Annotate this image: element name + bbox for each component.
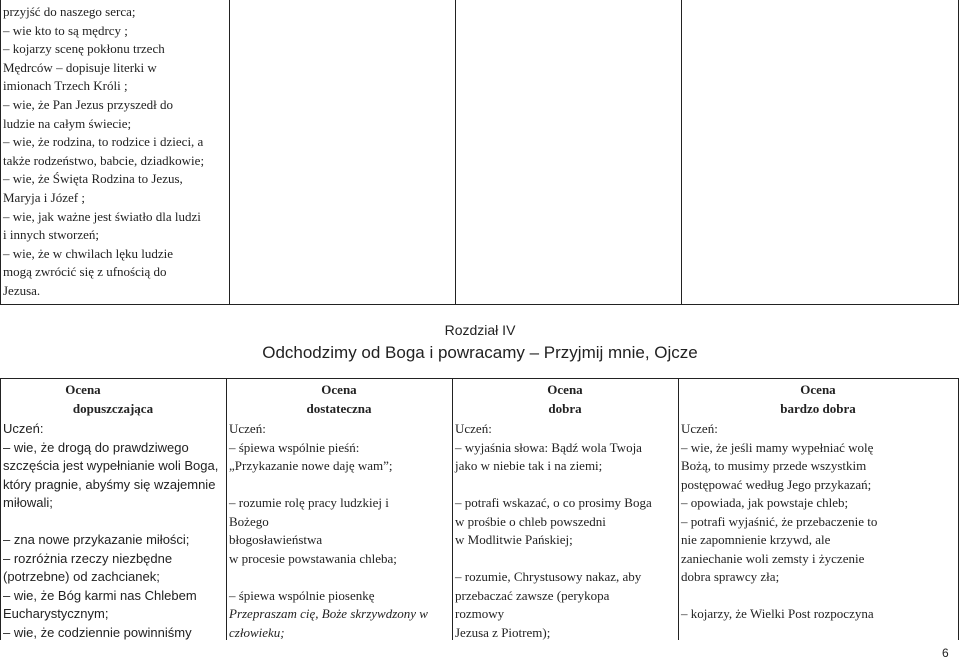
grade-cell-line: – wyjaśnia słowa: Bądź wola Twoja	[455, 439, 642, 455]
grade-cell-line: błogosławieństwa	[229, 532, 323, 547]
chapter-label: Rozdział IV	[444, 322, 516, 338]
grade-cell-line: – wie, że jeśli mamy wypełniać wolę	[681, 439, 874, 455]
grade-cell-line: szczęścia jest wypełnianie woli Boga,	[3, 458, 219, 473]
grade-table-border-top	[0, 378, 959, 379]
top-table-line: przyjść do naszego serca;	[3, 4, 136, 19]
grade-cell-line: rozmowy	[455, 606, 505, 621]
top-table-line: mogą zwrócić się z ufnością do	[3, 264, 167, 280]
top-table-border-bottom	[0, 304, 959, 305]
grade-cell-line: – rozumie rolę pracy ludzkiej i	[229, 495, 389, 510]
top-table-line: – wie, że Święta Rodzina to Jezus,	[3, 171, 183, 187]
grade-cell-line: Uczeń:	[3, 421, 44, 436]
grade-cell-line: – śpiewa wspólnie piosenkę	[229, 587, 375, 603]
grade-cell-line: – zna nowe przykazanie miłości;	[3, 532, 190, 547]
header-grade: bardzo dobra	[780, 401, 856, 416]
grade-cell-line: nie zapomnienie krzywd, ale	[681, 532, 831, 547]
top-table-line: Jezusa.	[3, 283, 41, 298]
grade-header-1	[0, 380, 226, 418]
header-ocena: Ocena	[321, 382, 357, 397]
grade-cell-line: – rozróżnia rzeczy niezbędne	[3, 550, 173, 566]
header-ocena: Ocena	[547, 382, 583, 397]
top-table-line: ludzie na całym świecie;	[3, 115, 132, 131]
top-table-line: – wie kto to są mędrcy ;	[3, 22, 128, 38]
top-table-line: i innych stworzeń;	[3, 227, 100, 243]
page-number: 6	[942, 646, 949, 660]
top-table-col-divider	[455, 0, 456, 304]
grade-cell-line: – potrafi wskazać, o co prosimy Boga	[455, 495, 652, 510]
top-table-col-divider	[229, 0, 230, 304]
grade-cell-line: – wie, że Bóg karmi nas Chlebem	[3, 587, 197, 603]
top-table-border-right	[958, 0, 959, 304]
top-table-line: – wie, że rodzina, to rodzice i dzieci, a	[3, 134, 204, 150]
grade-cell-line: jako w niebie tak i na ziemi;	[455, 458, 603, 473]
grade-cell-line: Bożą, to musimy przede wszystkim	[681, 458, 867, 473]
header-grade: dostateczna	[306, 401, 372, 416]
top-table-col-divider	[681, 0, 682, 304]
top-table-line: imionach Trzech Króli ;	[3, 78, 128, 94]
header-grade: dopuszczająca	[72, 401, 154, 416]
grade-cell-line: – potrafi wyjaśnić, że przebaczenie to	[681, 513, 878, 529]
grade-cell-line: – śpiewa wspólnie pieśń:	[229, 439, 360, 455]
grade-header-2	[226, 380, 452, 418]
grade-cell-line: w prośbie o chleb powszedni	[455, 513, 606, 529]
header-ocena: Ocena	[800, 382, 836, 397]
grade-cell-line: Jezusa z Piotrem);	[455, 624, 551, 640]
top-table-border-left	[0, 0, 1, 304]
grade-cell-line: miłowali;	[3, 495, 53, 510]
top-table-line: – kojarzy scenę pokłonu trzech	[3, 41, 165, 57]
grade-header-3	[452, 380, 678, 418]
header-grade: dobra	[548, 401, 582, 416]
grade-cell-line: przebaczać zawsze (perykopa	[455, 587, 610, 603]
grade-cell-line: Przepraszam cię, Boże skrzywdzony w	[229, 606, 428, 621]
top-table-line: także rodzeństwo, babcie, dziadkowie;	[3, 152, 205, 168]
top-table-line: – wie, że w chwilach lęku ludzie	[3, 245, 174, 261]
grade-cell-line: człowieku;	[229, 624, 285, 640]
grade-cell-line: – kojarzy, że Wielki Post rozpoczyna	[681, 606, 874, 621]
grade-cell-line: dobra sprawcy zła;	[681, 569, 780, 584]
grade-cell-line: Uczeń:	[455, 421, 492, 436]
grade-table-border-right	[958, 378, 959, 640]
grade-cell-line: – wie, że codziennie powinniśmy	[3, 624, 192, 640]
grade-header-4	[678, 380, 958, 418]
top-table-line: – wie, jak ważne jest światło dla ludzi	[3, 208, 201, 224]
grade-cell-line: zaniechanie woli zemsty i życzenie	[681, 550, 865, 566]
grade-cell-line: „Przykazanie nowe daję wam”;	[229, 458, 393, 473]
grade-cell-line: który pragnie, abyśmy się wzajemnie	[3, 476, 216, 492]
top-table-line: Mędrców – dopisuje literki w	[3, 59, 157, 75]
grade-cell-line: – rozumie, Chrystusowy nakaz, aby	[455, 569, 642, 584]
grade-cell-line: – wie, że drogą do prawdziwego	[3, 439, 189, 455]
grade-cell-line: – opowiada, jak powstaje chleb;	[681, 495, 849, 510]
grade-cell-line: Eucharystycznym;	[3, 606, 109, 621]
header-ocena: Ocena	[65, 382, 101, 397]
grade-cell-line: postępować według Jego przykazań;	[681, 476, 872, 492]
top-table-line: – wie, że Pan Jezus przyszedł do	[3, 97, 174, 112]
chapter-title: Odchodzimy od Boga i powracamy – Przyjmij mnie, Ojcze	[262, 343, 698, 362]
grade-cell-line: w procesie powstawania chleba;	[229, 550, 397, 566]
grade-cell-line: Uczeń:	[229, 421, 266, 436]
top-table-line: Maryja i Józef ;	[3, 190, 85, 205]
grade-cell-line: w Modlitwie Pańskiej;	[455, 532, 573, 547]
grade-cell-line: Uczeń:	[681, 421, 718, 436]
grade-cell-line: (potrzebne) od zachcianek;	[3, 569, 160, 584]
grade-cell-line: Bożego	[229, 513, 269, 529]
